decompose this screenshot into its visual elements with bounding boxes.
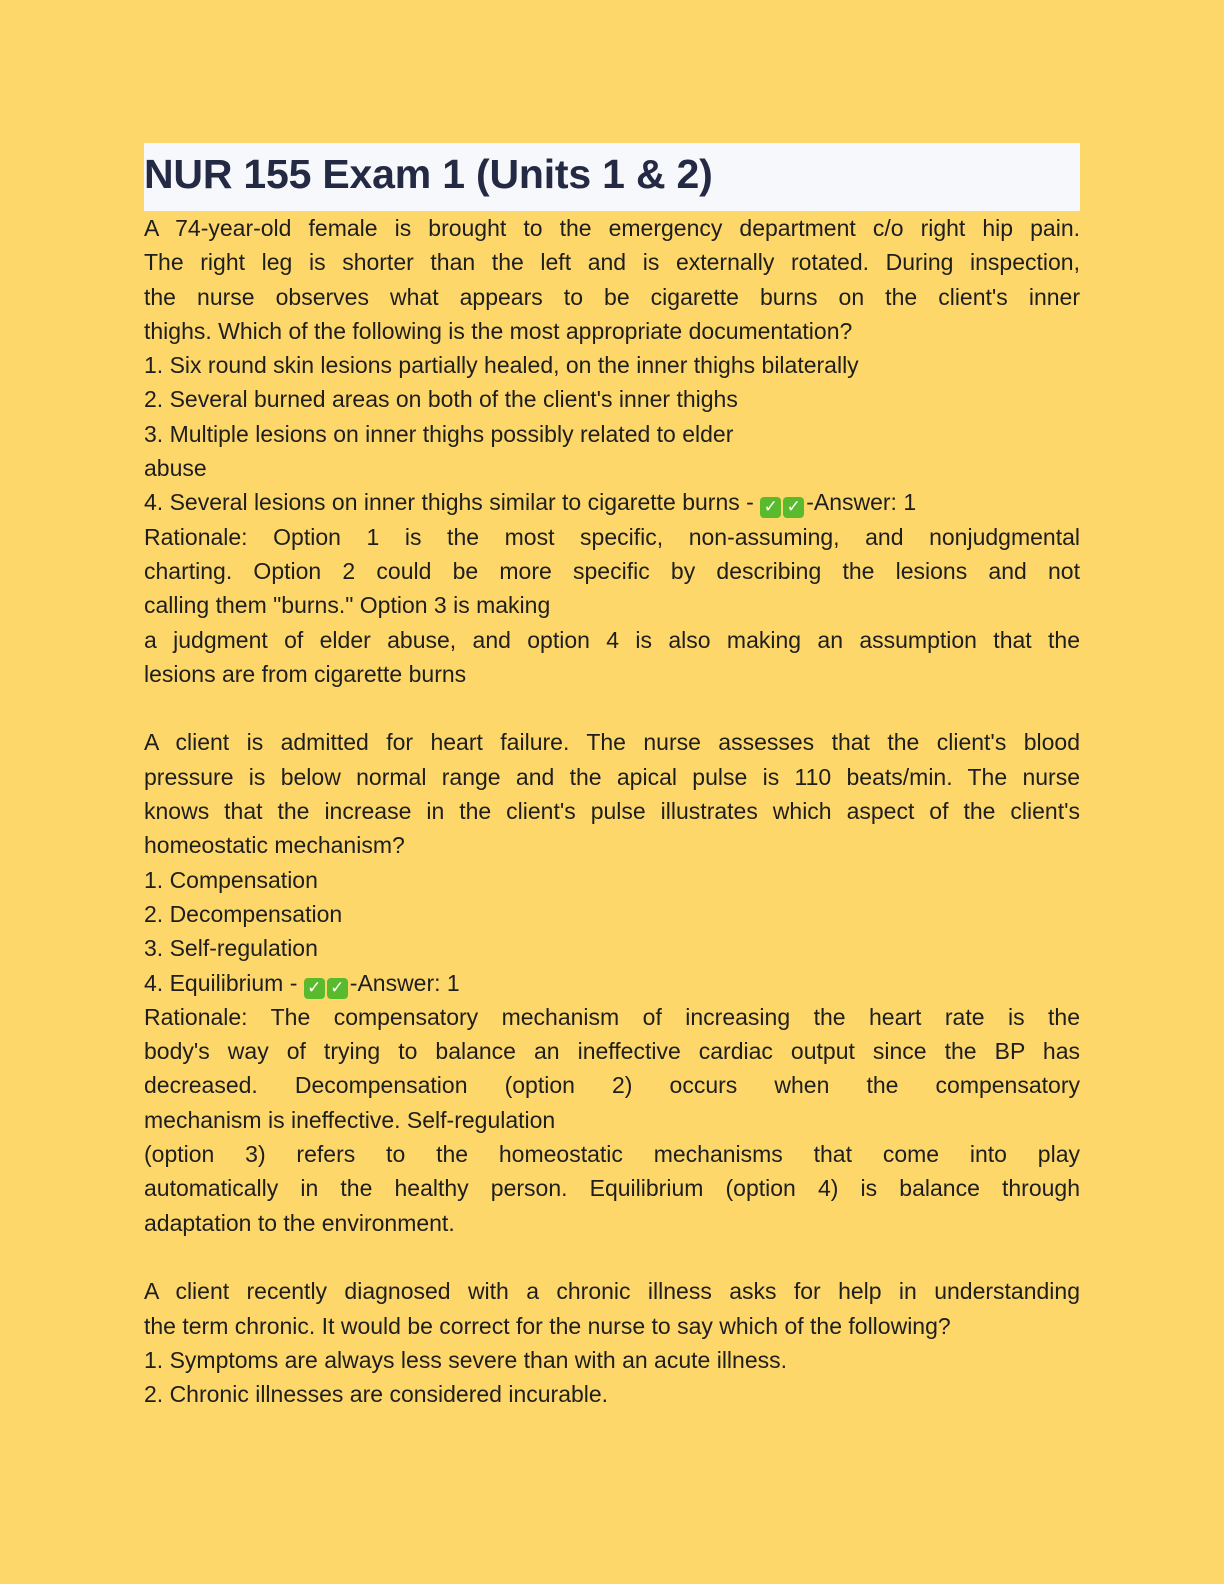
answer-option-text: 4. Equilibrium - xyxy=(144,969,304,996)
rationale-line: Rationale: The compensatory mechanism of increasing the heart rate is the xyxy=(144,1003,1080,1030)
answer-option: 3. Multiple lesions on inner thighs possibly related to elder xyxy=(144,420,734,447)
answer-line xyxy=(144,966,1080,1000)
title-bar xyxy=(144,143,1080,211)
question-text-line: the term chronic. It would be correct for the nurse to say which of the following? xyxy=(144,1312,951,1339)
page-title: NUR 155 Exam 1 (Units 1 & 2) xyxy=(144,151,713,197)
question-text-line: The right leg is shorter than the left and is externally rotated. During inspection, xyxy=(144,249,1080,276)
answer-option: 2. Decompensation xyxy=(144,900,343,927)
check-mark-icon: ✓ xyxy=(760,497,781,518)
check-mark-icon: ✓ xyxy=(783,497,804,518)
answer-option: 3. Self-regulation xyxy=(144,935,318,962)
question-text-line: A client is admitted for heart failure. The nurse assesses that the client's blood xyxy=(144,729,1080,756)
answer-option: abuse xyxy=(144,455,207,482)
document-body xyxy=(144,211,1080,1411)
answer-option-text: 4. Several lesions on inner thighs similar to cigarette burns - xyxy=(144,489,761,516)
rationale-line: automatically in the healthy person. Equilibrium (option 4) is balance through xyxy=(144,1175,1080,1202)
rationale-line: lesions are from cigarette burns xyxy=(144,660,467,687)
rationale-line: (option 3) refers to the homeostatic mechanisms that come into play xyxy=(144,1141,1080,1168)
question-text-line: the nurse observes what appears to be cigarette burns on the client's inner xyxy=(144,283,1080,310)
question-text-line: A client recently diagnosed with a chronic illness asks for help in understanding xyxy=(144,1278,1080,1305)
question-text-line: pressure is below normal range and the apical pulse is 110 beats/min. The nurse xyxy=(144,763,1080,790)
answer-option: 1. Symptoms are always less severe than with an acute illness. xyxy=(144,1346,788,1373)
question-text-line: A 74-year-old female is brought to the emergency department c/o right hip pain. xyxy=(144,215,1080,241)
answer-option: 2. Chronic illnesses are considered incurable. xyxy=(144,1381,609,1408)
answer-key: -Answer: 1 xyxy=(349,969,460,996)
question-1 xyxy=(144,211,1080,691)
rationale-line: Rationale: Option 1 is the most specific, non-assuming, and nonjudgmental xyxy=(144,523,1080,550)
answer-option: 1. Compensation xyxy=(144,866,318,893)
rationale-line: charting. Option 2 could be more specific by describing the lesions and not xyxy=(144,557,1080,584)
question-text-line: homeostatic mechanism? xyxy=(144,832,405,859)
question-text-line: thighs. Which of the following is the most appropriate documentation? xyxy=(144,317,853,344)
answer-key: -Answer: 1 xyxy=(806,489,917,516)
answer-line xyxy=(144,485,1080,519)
rationale-line: decreased. Decompensation (option 2) occurs when the compensatory xyxy=(144,1072,1080,1099)
rationale-line: mechanism is ineffective. Self-regulation xyxy=(144,1106,556,1133)
question-2 xyxy=(144,725,1080,1239)
paragraph-spacer xyxy=(144,691,1080,725)
paragraph-spacer xyxy=(144,1240,1080,1274)
check-mark-icon: ✓ xyxy=(304,978,325,999)
answer-option: 1. Six round skin lesions partially healed, on the inner thighs bilaterally xyxy=(144,352,859,379)
check-mark-icon: ✓ xyxy=(327,978,348,999)
question-3 xyxy=(144,1274,1080,1411)
rationale-line: body's way of trying to balance an ineffective cardiac output since the BP has xyxy=(144,1038,1080,1065)
question-text-line: knows that the increase in the client's pulse illustrates which aspect of the client's xyxy=(144,798,1080,825)
answer-option: 2. Several burned areas on both of the client's inner thighs xyxy=(144,386,738,413)
rationale-line: adaptation to the environment. xyxy=(144,1209,455,1236)
rationale-line: a judgment of elder abuse, and option 4 is also making an assumption that the xyxy=(144,626,1080,653)
rationale-line: calling them "burns." Option 3 is making xyxy=(144,592,551,619)
document-page xyxy=(144,143,1080,1411)
